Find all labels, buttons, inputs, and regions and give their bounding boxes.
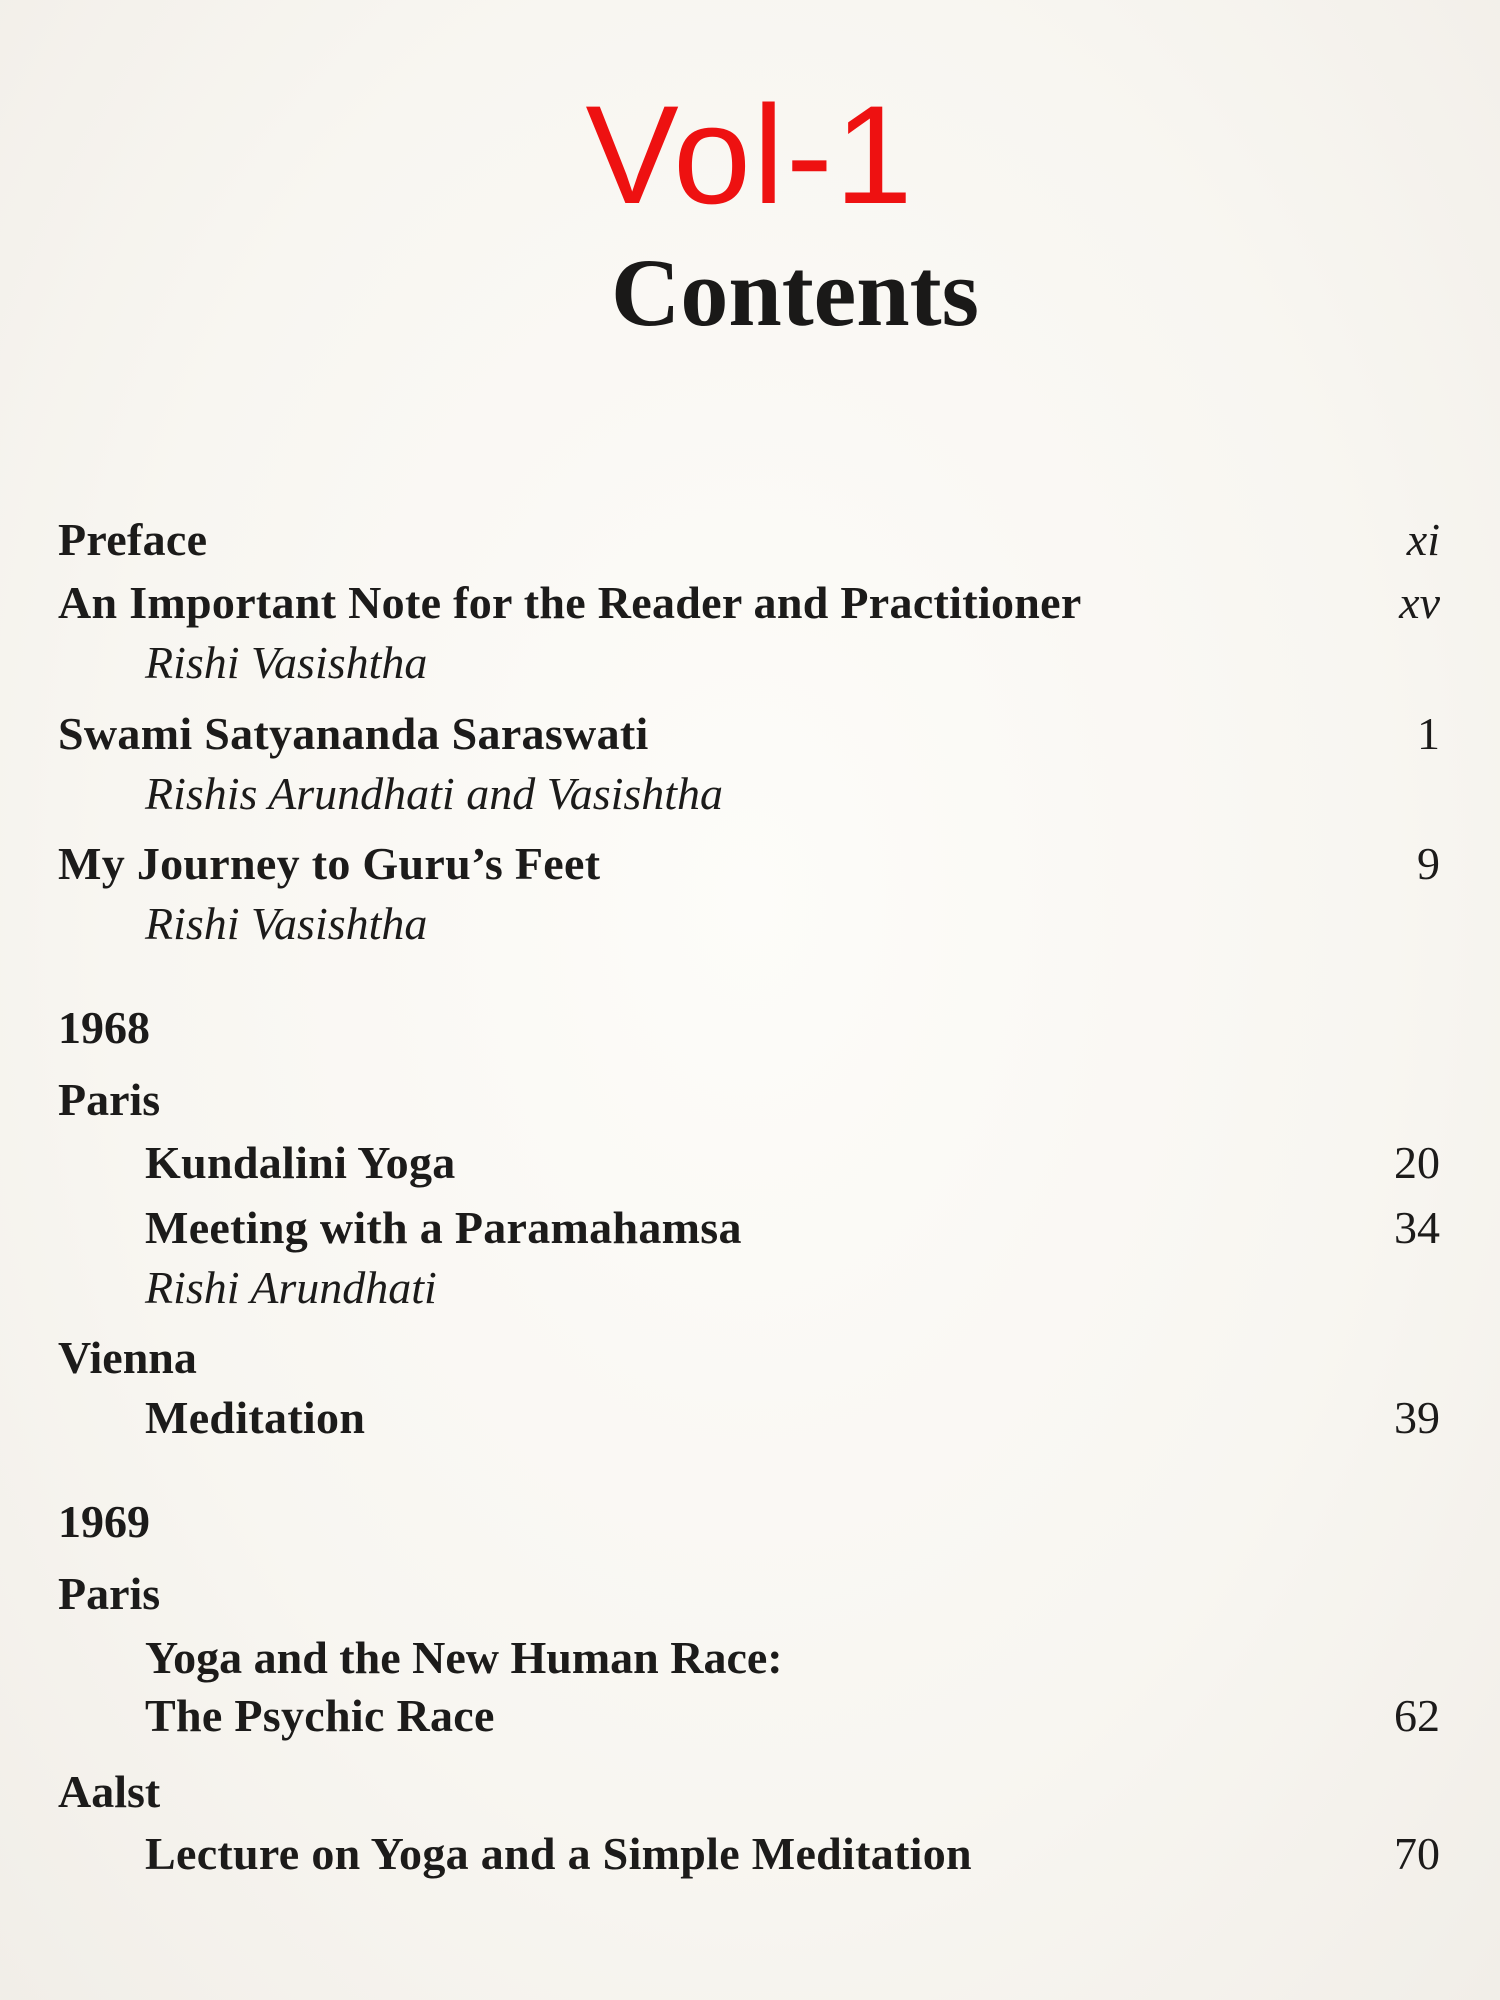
entry-page: 39 (1394, 1392, 1440, 1443)
entry-author: Rishi Vasishtha (145, 637, 428, 688)
entry-title: Meditation (145, 1392, 366, 1443)
entry-title-line1: Yoga and the New Human Race: (145, 1632, 783, 1683)
entry-title: Kundalini Yoga (145, 1137, 456, 1188)
toc-entry-meditation[interactable] (145, 1390, 1440, 1446)
toc-entry-preface[interactable] (58, 512, 1440, 568)
entry-author: Rishi Vasishtha (145, 898, 428, 949)
entry-page: xi (1406, 514, 1440, 565)
entry-page: 34 (1394, 1202, 1440, 1253)
entry-title: Meeting with a Paramahamsa (145, 1202, 742, 1253)
toc-entry-kundalini-yoga[interactable] (145, 1135, 1440, 1191)
entry-page: 9 (1417, 838, 1440, 889)
entry-title-line2: The Psychic Race (145, 1690, 495, 1741)
entry-page: xv (1399, 577, 1440, 628)
entry-author: Rishi Arundhati (145, 1262, 437, 1313)
entry-page: 1 (1417, 708, 1440, 759)
entry-title: Lecture on Yoga and a Simple Meditation (145, 1828, 972, 1879)
entry-title: An Important Note for the Reader and Practitioner (58, 577, 1082, 628)
toc-entry-psychic-race[interactable] (145, 1688, 1440, 1744)
city-heading-aalst: Aalst (58, 1766, 161, 1817)
entry-page: 20 (1394, 1137, 1440, 1188)
city-heading-paris: Paris (58, 1568, 161, 1619)
toc-entry-my-journey[interactable] (58, 836, 1440, 892)
entry-author: Rishis Arundhati and Vasishtha (145, 768, 724, 819)
volume-label: Vol-1 (585, 76, 915, 233)
entry-page: 62 (1394, 1690, 1440, 1741)
year-heading-1969: 1969 (58, 1496, 150, 1547)
entry-title: My Journey to Guru’s Feet (58, 838, 601, 889)
entry-page: 70 (1394, 1828, 1440, 1879)
city-heading-vienna: Vienna (58, 1332, 197, 1383)
entry-title: Preface (58, 514, 208, 565)
toc-entry-swami-satyananda[interactable] (58, 706, 1440, 762)
city-heading-paris: Paris (58, 1074, 161, 1125)
entry-title: Swami Satyananda Saraswati (58, 708, 649, 759)
toc-entry-important-note[interactable] (58, 575, 1440, 631)
toc-entry-meeting-paramahamsa[interactable] (145, 1200, 1440, 1256)
toc-entry-lecture-yoga-simple-meditation[interactable] (145, 1826, 1440, 1882)
page-title: Contents (610, 239, 979, 346)
year-heading-1968: 1968 (58, 1002, 150, 1053)
